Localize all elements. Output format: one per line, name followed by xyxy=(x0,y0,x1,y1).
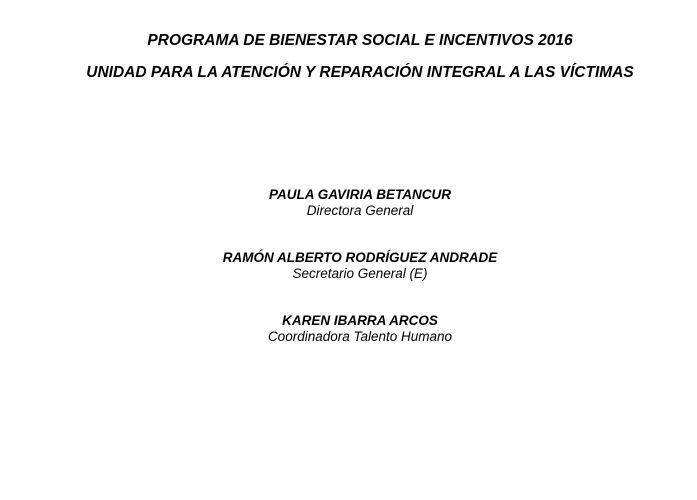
signatory-3 xyxy=(160,313,560,345)
signatory-name: PAULA GAVIRIA BETANCUR xyxy=(269,187,451,202)
signatory-role: Directora General xyxy=(306,203,414,218)
document-title: PROGRAMA DE BIENESTAR SOCIAL E INCENTIVOS 2016 xyxy=(147,32,573,49)
signatory-role: Coordinadora Talento Humano xyxy=(267,329,453,344)
signatory-1 xyxy=(160,187,560,219)
signatory-2 xyxy=(160,250,560,282)
signatory-name: KAREN IBARRA ARCOS xyxy=(282,313,438,328)
document-subtitle: UNIDAD PARA LA ATENCIÓN Y REPARACIÓN INTEGRAL A LAS VÍCTIMAS xyxy=(86,64,634,81)
signatory-role: Secretario General (E) xyxy=(292,266,428,281)
signatory-name: RAMÓN ALBERTO RODRÍGUEZ ANDRADE xyxy=(222,250,498,265)
